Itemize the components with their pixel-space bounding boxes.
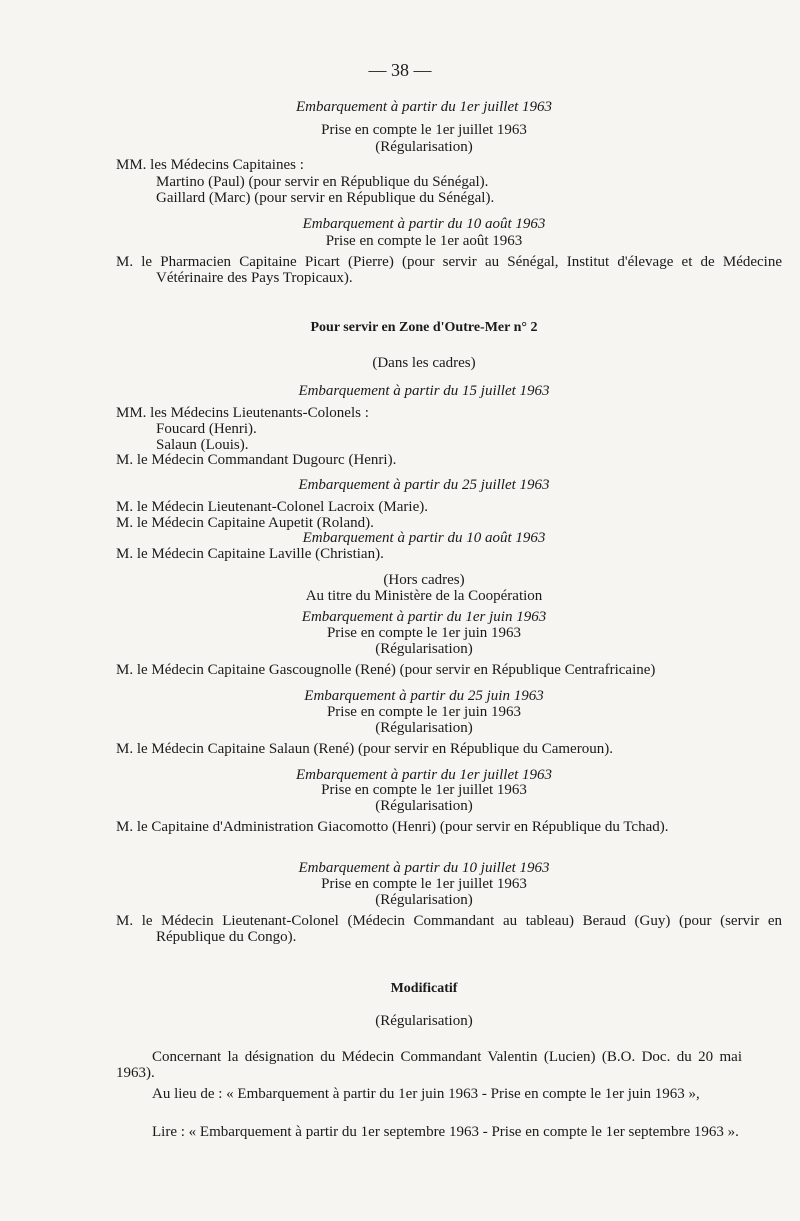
section-title: Modificatif: [390, 981, 458, 996]
list-item: M. le Médecin Lieutenant-Colonel (Médecin Commandant au tableau) Beraud (Guy) (pour (servir en République du Congo).: [116, 913, 782, 945]
section-subtitle: (Régularisation): [375, 1013, 473, 1029]
regularisation-label: (Régularisation): [375, 720, 473, 736]
embark-heading: Embarquement à partir du 1er juillet 1963: [295, 99, 553, 115]
list-item: Salaun (Louis).: [156, 437, 249, 453]
section-title: Pour servir en Zone d'Outre-Mer n° 2: [310, 320, 538, 335]
page-number: — 38 —: [368, 60, 432, 80]
list-item: M. le Capitaine d'Administration Giacomotto (Henri) (pour servir en République du Tchad).: [116, 819, 669, 835]
list-item: Martino (Paul) (pour servir en République du Sénégal).: [156, 174, 489, 190]
section-subtitle: (Hors cadres): [383, 572, 465, 588]
regularisation-label: (Régularisation): [375, 139, 473, 155]
prise-line: Prise en compte le 1er juin 1963: [326, 625, 522, 641]
embark-heading: Embarquement à partir du 10 juillet 1963: [298, 860, 550, 876]
ministere-line: Au titre du Ministère de la Coopération: [305, 588, 543, 604]
embark-heading: Embarquement à partir du 1er juillet 1963: [295, 767, 553, 783]
section-subtitle: (Dans les cadres): [372, 355, 476, 371]
list-item: Gaillard (Marc) (pour servir en République du Sénégal).: [156, 190, 495, 206]
embark-heading: Embarquement à partir du 1er juin 1963: [301, 609, 547, 625]
embark-heading: Embarquement à partir du 25 juillet 1963: [298, 477, 550, 493]
list-item: M. le Médecin Capitaine Gascougnolle (René) (pour servir en République Centrafricaine): [116, 662, 656, 678]
embark-heading: Embarquement à partir du 10 août 1963: [302, 530, 546, 546]
list-item: M. le Médecin Capitaine Salaun (René) (pour servir en République du Cameroun).: [116, 741, 613, 757]
list-item: M. le Médecin Lieutenant-Colonel Lacroix (Marie).: [116, 499, 428, 515]
list-item: M. le Médecin Capitaine Laville (Christian).: [116, 546, 384, 562]
regularisation-label: (Régularisation): [375, 892, 473, 908]
regularisation-label: (Régularisation): [375, 641, 473, 657]
list-item: M. le Médecin Capitaine Aupetit (Roland).: [116, 515, 374, 531]
list-heading: MM. les Médecins Capitaines :: [116, 157, 304, 173]
list-item: Foucard (Henri).: [156, 421, 257, 437]
prise-line: Prise en compte le 1er juillet 1963: [321, 782, 527, 798]
embark-heading: Embarquement à partir du 10 août 1963: [302, 216, 546, 232]
paragraph: Au lieu de : « Embarquement à partir du 1er juin 1963 - Prise en compte le 1er juin 1963 »,: [152, 1086, 700, 1102]
paragraph: Lire : « Embarquement à partir du 1er septembre 1963 - Prise en compte le 1er septembre 1963 ».: [152, 1124, 739, 1140]
prise-line: Prise en compte le 1er août 1963: [325, 233, 523, 249]
paragraph: Concernant la désignation du Médecin Commandant Valentin (Lucien) (B.O. Doc. du 20 mai 1963).: [116, 1049, 742, 1081]
embark-heading: Embarquement à partir du 25 juin 1963: [304, 688, 544, 704]
list-item: M. le Pharmacien Capitaine Picart (Pierre) (pour servir au Sénégal, Institut d'élevage et de Médecine Vétérinaire des Pays Tropicaux).: [116, 254, 782, 286]
regularisation-label: (Régularisation): [375, 798, 473, 814]
embark-heading: Embarquement à partir du 15 juillet 1963: [298, 383, 550, 399]
prise-line: Prise en compte le 1er juin 1963: [326, 704, 522, 720]
list-heading: MM. les Médecins Lieutenants-Colonels :: [116, 405, 369, 421]
prise-line: Prise en compte le 1er juillet 1963: [321, 876, 527, 892]
prise-line: Prise en compte le 1er juillet 1963: [321, 122, 527, 138]
list-item: M. le Médecin Commandant Dugourc (Henri).: [116, 452, 397, 468]
